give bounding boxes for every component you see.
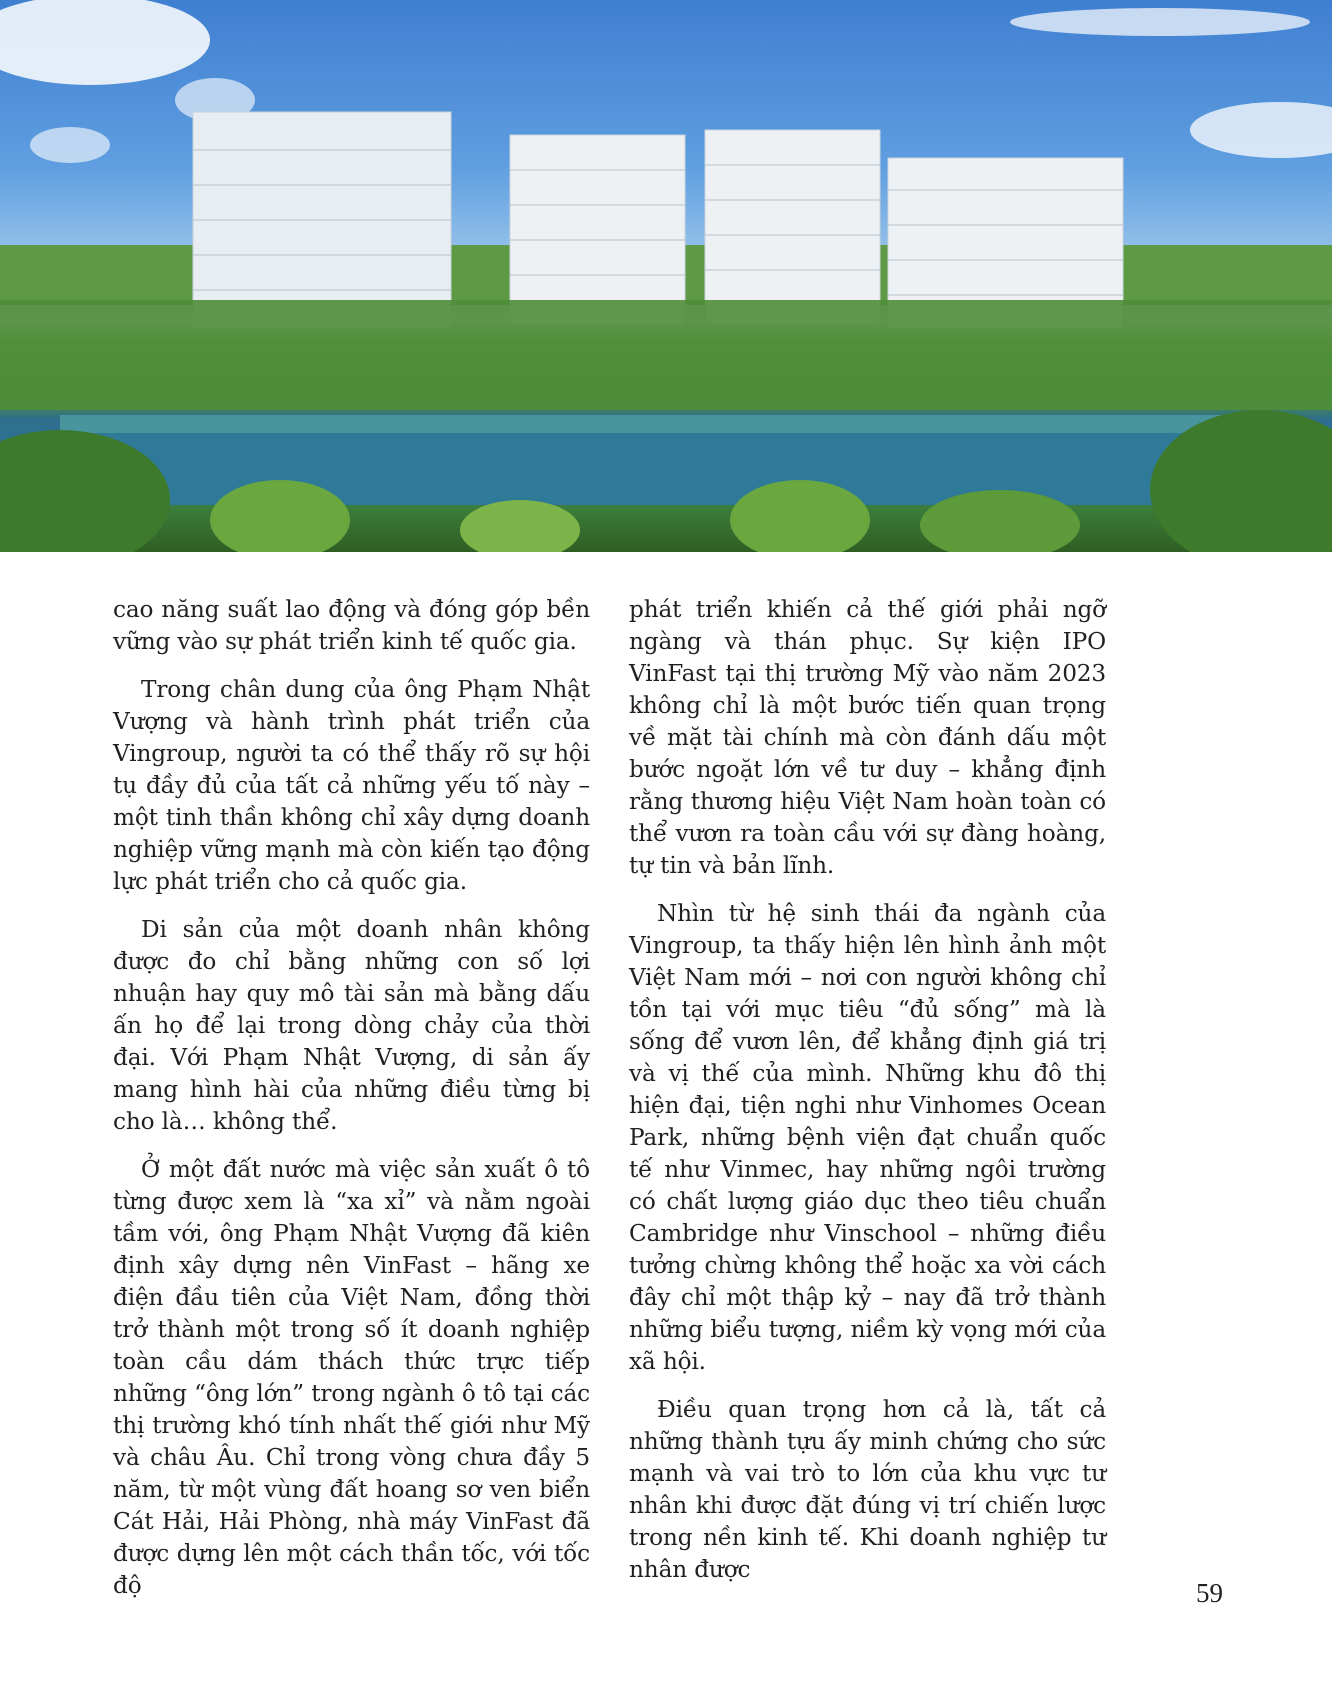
paragraph: Trong chân dung của ông Phạm Nhật Vượng và hành trình phát triển của Vingroup, người ta có thể thấy rõ sự hội tụ đầy đủ của tất cả những yếu tố này – một tinh thần không chỉ xây dựng doanh nghiệp vững mạnh mà còn kiến tạo động lực phát triển cho cả quốc gia. <box>113 676 590 895</box>
paragraph: Nhìn từ hệ sinh thái đa ngành của Vingroup, ta thấy hiện lên hình ảnh một Việt Nam mới – nơi con người không chỉ tồn tại với mục tiêu “đủ sống” mà là sống để vươn lên, để khẳng định giá trị và vị thế của mình. Những khu đô thị hiện đại, tiện nghi như Vinhomes Ocean Park, những bệnh viện đạt chuẩn quốc tế như Vinmec, hay những ngôi trường có chất lượng giáo dục theo tiêu chuẩn Cambridge như Vinschool – những điều tưởng chừng không thể hoặc xa vời cách đây chỉ một thập kỷ – nay đã trở thành những biểu tượng, niềm kỳ vọng mới của xã hội. <box>629 900 1106 1375</box>
cloud <box>0 0 210 85</box>
building <box>510 135 685 325</box>
urban-development-illustration <box>0 0 1332 552</box>
paragraph: Ở một đất nước mà việc sản xuất ô tô từng được xem là “xa xỉ” và nằm ngoài tầm với, ông Phạm Nhật Vượng đã kiên định xây dựng nên VinFast – hãng xe điện đầu tiên của Việt Nam, đồng thời trở thành một trong số ít doanh nghiệp toàn cầu dám thách thức trực tiếp những “ông lớn” trong ngành ô tô tại các thị trường khó tính nhất thế giới như Mỹ và châu Âu. Chỉ trong vòng chưa đầy 5 năm, từ một vùng đất hoang sơ ven biển Cát Hải, Hải Phòng, nhà máy VinFast đã được dựng lên một cách thần tốc, với tốc độ <box>113 1156 590 1599</box>
page-number: 59 <box>1196 1578 1223 1608</box>
paragraph: phát triển khiến cả thế giới phải ngỡ ngàng và thán phục. Sự kiện IPO VinFast tại thị trường Mỹ vào năm 2023 không chỉ là một bước tiến quan trọng về mặt tài chính mà còn đánh dấu một bước ngoặt lớn về tư duy – khẳng định rằng thương hiệu Việt Nam hoàn toàn có thể vươn ra toàn cầu với sự đàng hoàng, tự tin và bản lĩnh. <box>629 596 1106 879</box>
park-foliage <box>0 300 1332 410</box>
cloud <box>1190 102 1332 158</box>
hero-image <box>0 0 1332 552</box>
paragraph: Di sản của một doanh nhân không được đo chỉ bằng những con số lợi nhuận hay quy mô tài sản mà bằng dấu ấn họ để lại trong dòng chảy của thời đại. Với Phạm Nhật Vượng, di sản ấy mang hình hài của những điều từng bị cho là… không thể. <box>113 916 590 1135</box>
building <box>705 130 880 325</box>
paragraph: Điều quan trọng hơn cả là, tất cả những thành tựu ấy minh chứng cho sức mạnh và vai trò to lớn của khu vực tư nhân khi được đặt đúng vị trí chiến lược trong nền kinh tế. Khi doanh nghiệp tư nhân được <box>629 1396 1106 1583</box>
left-column <box>113 594 590 1618</box>
right-column <box>629 594 1106 1602</box>
cloud <box>1010 8 1310 36</box>
paragraph: cao năng suất lao động và đóng góp bền vững vào sự phát triển kinh tế quốc gia. <box>113 596 590 655</box>
foreground-tree <box>460 500 580 552</box>
cloud <box>30 127 110 163</box>
